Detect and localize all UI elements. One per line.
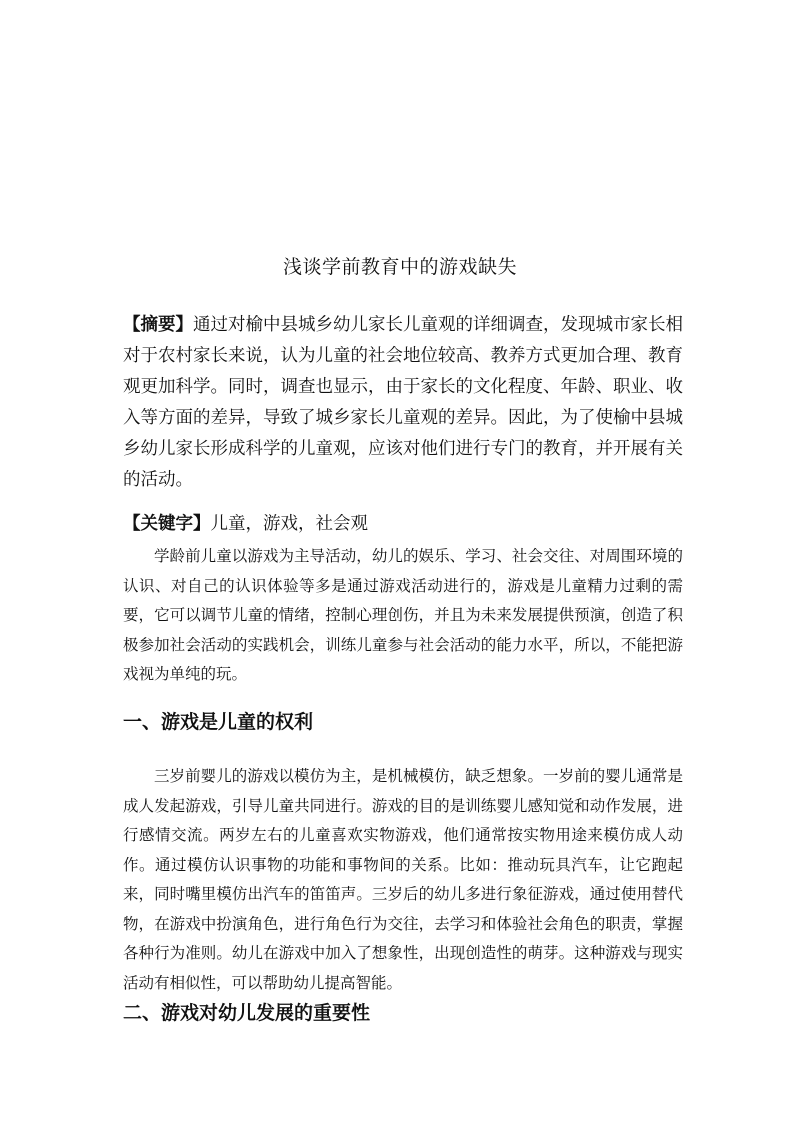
keywords-text: 儿童，游戏，社会观 xyxy=(210,514,368,534)
abstract-paragraph xyxy=(123,310,683,496)
keywords-label: 【关键字】 xyxy=(123,514,211,534)
document-title: 浅谈学前教育中的游戏缺失 xyxy=(282,256,517,278)
section-heading-1: 一、游戏是儿童的权利 xyxy=(123,711,314,733)
abstract-label: 【摘要】 xyxy=(123,315,193,335)
intro-paragraph: 学龄前儿童以游戏为主导活动，幼儿的娱乐、学习、社会交往、对周围环境的认识、对自己的认识体验等多是通过游戏活动进行的，游戏是儿童精力过剩的需要，它可以调节儿童的情绪，控制心理创伤，并且为未来发展提供预演，创造了积极参加社会活动的实践机会，训练儿童参与社会活动的能力水平，所以，不能把游戏视为单纯的玩。 xyxy=(123,547,683,683)
keywords-paragraph xyxy=(123,509,683,540)
section-heading-2: 二、游戏对幼儿发展的重要性 xyxy=(123,1002,371,1024)
abstract-text: 通过对榆中县城乡幼儿家长儿童观的详细调查，发现城市家长相对于农村家长来说，认为儿童的社会地位较高、教养方式更加合理、教育观更加科学。同时，调查也显示，由于家长的文化程度、年龄、职业、收入等方面的差异，导致了城乡家长儿童观的差异。因此，为了使榆中县城乡幼儿家长形成科学的儿童观，应该对他们进行专门的教育，并开展有关的活动。 xyxy=(123,315,683,490)
section-1-paragraph: 三岁前婴儿的游戏以模仿为主，是机械模仿，缺乏想象。一岁前的婴儿通常是成人发起游戏，引导儿童共同进行。游戏的目的是训练婴儿感知觉和动作发展，进行感情交流。两岁左右的儿童喜欢实物游戏，他们通常按实物用途来模仿成人动作。通过模仿认识事物的功能和事物间的关系。比如：推动玩具汽车，让它跑起来，同时嘴里模仿出汽车的笛笛声。三岁后的幼儿多进行象征游戏，通过使用替代物，在游戏中扮演角色，进行角色行为交往，去学习和体验社会角色的职责，掌握各种行为准则。幼儿在游戏中加入了想象性，出现创造性的萌芽。这种游戏与现实活动有相似性，可以帮助幼儿提高智能。 xyxy=(123,767,683,992)
